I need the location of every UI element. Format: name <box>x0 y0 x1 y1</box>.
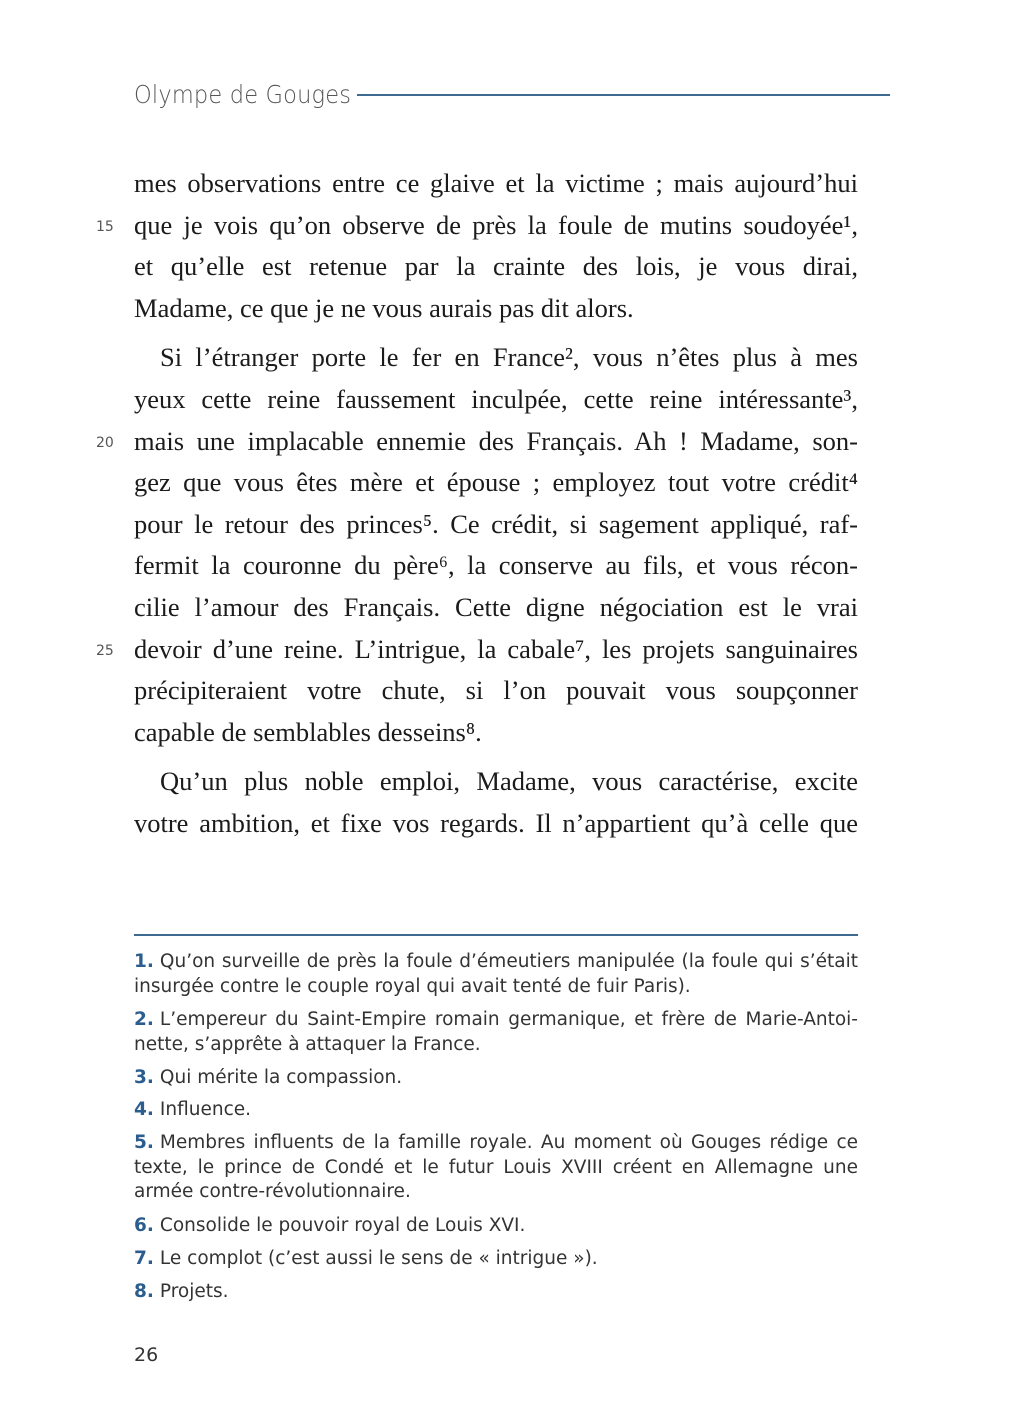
footnote-text: Qu’on surveille de près la foule d’émeutiers manipulée (la foule qui s’était <box>159 951 858 972</box>
footnote-line <box>134 1181 858 1202</box>
body-line: mes observations entre ce glaive et la victime ; mais aujourd’hui <box>134 168 858 198</box>
footnote-number: 6. <box>134 1215 154 1236</box>
body-line: Qu’un plus noble emploi, Madame, vous caractérise, excite <box>160 766 858 796</box>
body-line: devoir d’une reine. L’intrigue, la cabale⁷, les projets sanguinaires <box>134 634 858 664</box>
page-number: 26 <box>134 1344 159 1366</box>
line-number: 15 <box>96 219 114 235</box>
body-line: cilie l’amour des Français. Cette digne négociation est le vrai <box>134 592 858 622</box>
body-line: et qu’elle est retenue par la crainte des lois, je vous dirai, <box>134 251 858 281</box>
header-rule <box>357 94 890 96</box>
body-line: pour le retour des princes⁵. Ce crédit, si sagement appliqué, raf- <box>134 509 858 539</box>
footnote-number: 1. <box>134 951 154 972</box>
footnote-rule <box>134 934 858 936</box>
footnote-number: 4. <box>134 1099 154 1120</box>
footnote-number: 2. <box>134 1009 154 1030</box>
footnote-line <box>134 1215 858 1236</box>
body-line: capable de semblables desseins⁸. <box>134 717 482 747</box>
body-line: votre ambition, et fixe vos regards. Il n’appartient qu’à celle que <box>134 808 858 838</box>
body-line: Si l’étranger porte le fer en France², vous n’êtes plus à mes <box>160 342 858 372</box>
body-line: gez que vous êtes mère et épouse ; employez tout votre crédit⁴ <box>134 467 858 497</box>
footnote-text: Qui mérite la compassion. <box>159 1067 403 1088</box>
footnote-text: Projets. <box>159 1281 229 1302</box>
footnote-line <box>134 1099 858 1120</box>
footnote-line <box>134 1034 858 1055</box>
footnote-line <box>134 1132 858 1153</box>
footnote-text: Membres influents de la famille royale. Au moment où Gouges rédige ce <box>159 1132 858 1153</box>
line-number: 20 <box>96 435 114 451</box>
footnote-line <box>134 1157 858 1178</box>
footnote-line <box>134 1009 858 1030</box>
footnote-line <box>134 951 858 972</box>
body-line: fermit la couronne du père⁶, la conserve au fils, et vous récon- <box>134 550 858 580</box>
body-line: que je vois qu’on observe de près la foule de mutins soudoyée¹, <box>134 210 858 240</box>
footnote-line <box>134 1067 858 1088</box>
footnote-text: Le complot (c’est aussi le sens de « intrigue »). <box>159 1248 598 1269</box>
footnote-number: 8. <box>134 1281 154 1302</box>
footnote-text: L’empereur du Saint-Empire romain germanique, et frère de Marie-Antoi- <box>159 1009 858 1030</box>
running-header-title: Olympe de Gouges <box>134 80 352 109</box>
body-line: précipiteraient votre chute, si l’on pouvait vous soupçonner <box>134 675 858 705</box>
footnote-text: nette, s’apprête à attaquer la France. <box>134 1034 481 1055</box>
line-number: 25 <box>96 643 114 659</box>
footnote-number: 7. <box>134 1248 154 1269</box>
body-line: yeux cette reine faussement inculpée, cette reine intéressante³, <box>134 384 858 414</box>
footnote-number: 3. <box>134 1067 154 1088</box>
footnote-text: armée contre-révolutionnaire. <box>134 1181 411 1202</box>
footnote-line <box>134 976 858 997</box>
footnote-text: Influence. <box>159 1099 252 1120</box>
body-line: mais une implacable ennemie des Français. Ah ! Madame, son- <box>134 426 858 456</box>
footnote-number: 5. <box>134 1132 154 1153</box>
footnote-line <box>134 1281 858 1302</box>
footnote-text: texte, le prince de Condé et le futur Louis XVIII créent en Allemagne une <box>134 1157 858 1178</box>
footnote-line <box>134 1248 858 1269</box>
body-line: Madame, ce que je ne vous aurais pas dit alors. <box>134 293 634 323</box>
footnote-text: insurgée contre le couple royal qui avait tenté de fuir Paris). <box>134 976 691 997</box>
footnote-text: Consolide le pouvoir royal de Louis XVI. <box>159 1215 526 1236</box>
